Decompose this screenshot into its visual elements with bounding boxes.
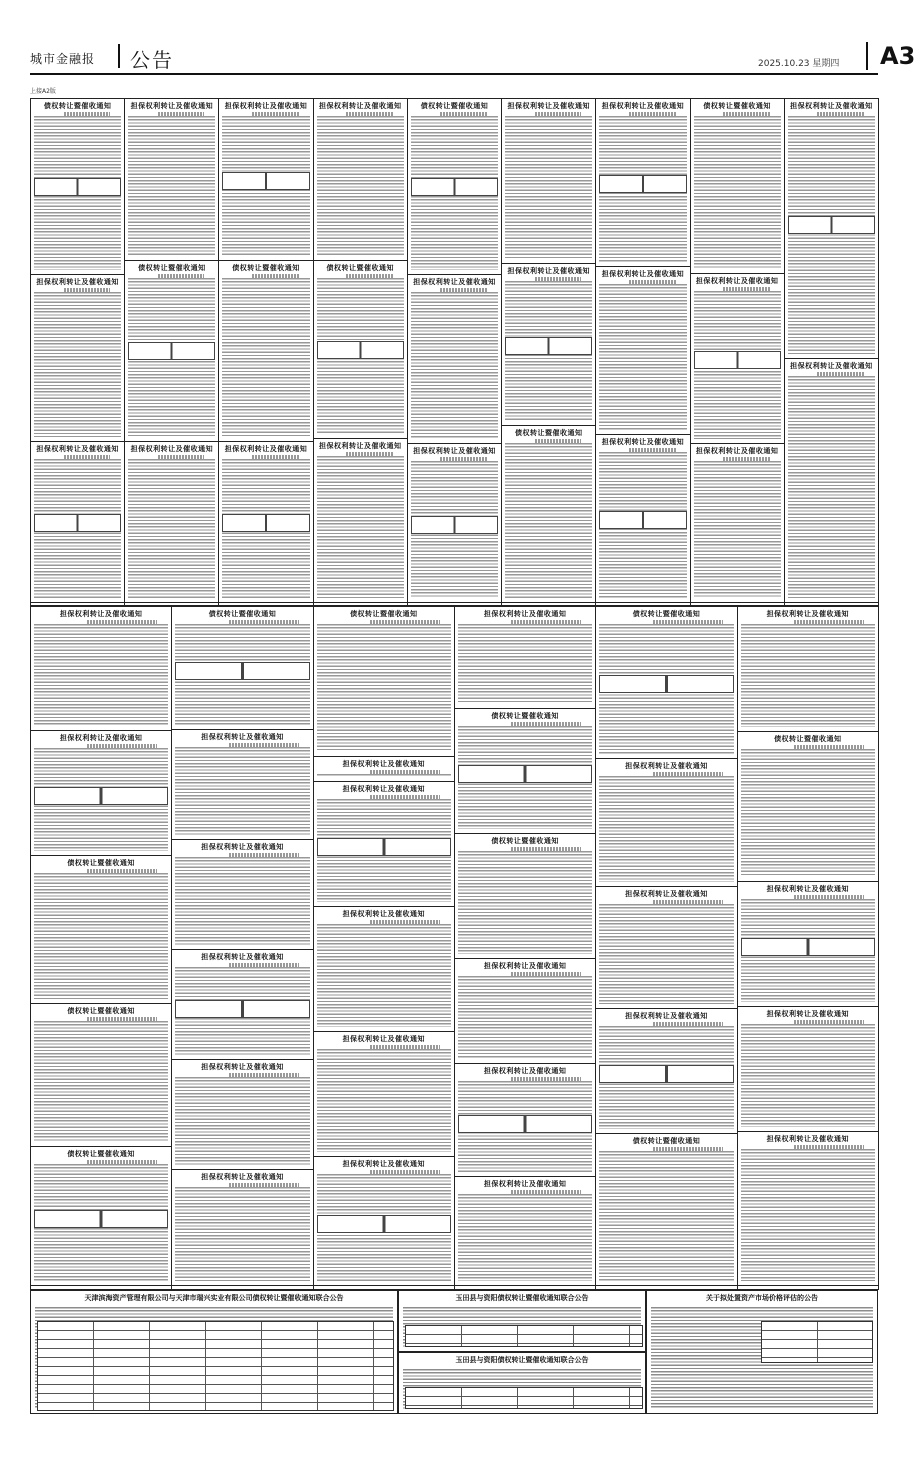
- notice-block: [408, 99, 501, 275]
- notice-title: 担保权利转让及催收通知: [695, 447, 779, 455]
- notice-title: 担保权利转让及催收通知: [59, 610, 143, 618]
- notice-block: [314, 261, 407, 439]
- notice-block: [314, 757, 454, 782]
- notice-body-text: [128, 116, 215, 256]
- notice-title: 债权转让暨催收通知: [632, 610, 701, 618]
- notice-table: [34, 178, 121, 196]
- notice-title: 担保权利转让及催收通知: [342, 785, 426, 793]
- notice-block: [785, 99, 878, 359]
- notice-body-text: [458, 624, 592, 704]
- notice-title: 担保权利转让及催收通知: [201, 1063, 284, 1071]
- notice-body-text: [34, 1021, 168, 1142]
- page-number: A3: [880, 42, 915, 70]
- notice-body-text: [317, 624, 451, 752]
- notice-table: [317, 1215, 451, 1233]
- notice-table: [222, 514, 309, 532]
- notice-title: 债权转让暨催收通知: [326, 264, 395, 272]
- notice-table: [505, 337, 592, 355]
- notice-body-text: [741, 624, 875, 727]
- notice-block: [314, 907, 454, 1032]
- notice-column: [784, 98, 879, 606]
- notice-column: [124, 98, 219, 606]
- notice-body-text: [175, 1077, 309, 1165]
- notice-title: 担保权利转让及催收通知: [790, 102, 873, 110]
- notice-title: 玉田县与资阳债权转让暨催收通知联合公告: [455, 1294, 589, 1302]
- notice-block: [596, 887, 736, 1009]
- notice-title: 担保权利转让及催收通知: [625, 1012, 708, 1020]
- notice-title: 债权转让暨催收通知: [67, 1007, 135, 1015]
- notice-title: 担保权利转让及催收通知: [766, 1010, 850, 1018]
- notice-table: [411, 516, 498, 534]
- notice-title: 担保权利转让及催收通知: [224, 102, 308, 110]
- notice-title: 债权转让暨催收通知: [350, 610, 418, 618]
- notice-title: 债权转让暨催收通知: [43, 102, 112, 110]
- notice-block: [785, 359, 878, 603]
- notice-title: 担保权利转让及催收通知: [483, 1180, 567, 1188]
- notice-body-text: [458, 976, 592, 1059]
- notice-block: [691, 99, 784, 274]
- bottom-notice: [646, 1290, 878, 1414]
- notice-body-text: [317, 774, 451, 777]
- notice-block: [596, 607, 736, 759]
- notice-block: [31, 856, 171, 1004]
- notice-block: [455, 709, 595, 834]
- notice-block: [172, 1170, 312, 1286]
- notice-title: 担保权利转让及催收通知: [625, 762, 708, 770]
- notice-title: 担保权利转让及催收通知: [601, 270, 685, 278]
- notice-column: [454, 606, 596, 1290]
- notice-block: [502, 426, 595, 603]
- notice-body-text: [788, 116, 875, 354]
- notice-block: [172, 950, 312, 1060]
- notice-block: [31, 442, 124, 603]
- notice-title: 担保权利转让及催收通知: [342, 1035, 426, 1043]
- notice-body-text: [317, 456, 404, 598]
- notice-body-text: [505, 116, 592, 259]
- notice-block: [314, 782, 454, 907]
- notice-body-text: [458, 851, 592, 954]
- notice-body-text: [599, 284, 686, 430]
- notice-block: [738, 882, 878, 1007]
- notice-block: [314, 1032, 454, 1157]
- notice-block: [172, 607, 312, 730]
- notice-title: 担保权利转让及催收通知: [483, 962, 567, 970]
- notice-block: [596, 759, 736, 887]
- notice-block: [455, 959, 595, 1064]
- notice-body-text: [317, 1049, 451, 1152]
- notice-title: 债权转让暨催收通知: [774, 735, 842, 743]
- notice-body-text: [175, 1187, 309, 1281]
- notice-block: [219, 99, 312, 261]
- notice-body-text: [34, 624, 168, 726]
- notice-block: [125, 99, 218, 261]
- notice-table: [175, 1000, 309, 1018]
- notice-body-text: [175, 747, 309, 835]
- notice-table: [411, 178, 498, 196]
- notice-block: [408, 444, 501, 603]
- notice-block: [596, 1009, 736, 1134]
- notice-title: 担保权利转让及催收通知: [201, 1173, 284, 1181]
- notice-title: 关于拟处置资产市场价格评估的公告: [706, 1294, 818, 1302]
- notice-title: 担保权利转让及催收通知: [319, 102, 402, 110]
- masthead: [30, 42, 915, 72]
- continue-note: 上接A2版: [30, 88, 56, 95]
- notice-block: [738, 607, 878, 732]
- notice-title: 担保权利转让及催收通知: [625, 890, 708, 898]
- notice-title: 担保权利转让及催收通知: [483, 1067, 567, 1075]
- notice-block: [691, 444, 784, 603]
- notice-column: [595, 606, 737, 1290]
- notice-body-text: [694, 116, 781, 269]
- notice-table: [405, 1325, 643, 1347]
- notice-title: 债权转让暨催收通知: [491, 837, 559, 845]
- notice-table: [405, 1387, 643, 1409]
- notice-title: 担保权利转让及催收通知: [201, 953, 284, 961]
- notice-block: [125, 442, 218, 603]
- notice-title: 债权转让暨催收通知: [632, 1137, 701, 1145]
- notice-title: 债权转让暨催收通知: [138, 264, 206, 272]
- notice-title: 担保权利转让及催收通知: [201, 733, 284, 741]
- notice-title: 担保权利转让及催收通知: [790, 362, 873, 370]
- notice-title: 债权转让暨催收通知: [67, 859, 135, 867]
- notice-title: 债权转让暨催收通知: [232, 264, 300, 272]
- notice-body-text: [694, 461, 781, 598]
- notice-block: [31, 275, 124, 442]
- bottom-notice: [30, 1290, 398, 1414]
- notice-block: [596, 99, 689, 267]
- notice-title: 担保权利转让及催收通知: [766, 610, 850, 618]
- notice-table: [741, 938, 875, 956]
- notice-title: 担保权利转让及催收通知: [342, 760, 426, 768]
- notice-column: [313, 98, 408, 606]
- notice-table: [761, 1321, 873, 1363]
- notice-table: [34, 787, 168, 805]
- notice-table: [37, 1321, 394, 1411]
- notice-block: [455, 1177, 595, 1286]
- notice-column: [737, 606, 879, 1290]
- notice-table: [34, 1210, 168, 1228]
- notice-body-text: [741, 749, 875, 877]
- notice-table: [694, 351, 781, 369]
- notice-title: 担保权利转让及催收通知: [507, 267, 590, 275]
- notice-column: [218, 98, 313, 606]
- notice-table: [599, 175, 686, 193]
- notice-body-text: [505, 443, 592, 598]
- notice-title: 担保权利转让及催收通知: [766, 885, 850, 893]
- notice-table: [317, 341, 404, 359]
- notice-block: [172, 840, 312, 950]
- masthead-rule: [30, 73, 878, 75]
- issue-date: 2025.10.23 星期四: [758, 59, 840, 69]
- notice-table: [458, 765, 592, 783]
- notice-title: 担保权利转让及催收通知: [601, 102, 685, 110]
- notice-body-text: [175, 857, 309, 945]
- masthead-divider: [118, 44, 120, 68]
- notice-title: 担保权利转让及催收通知: [342, 1160, 426, 1168]
- notice-title: 玉田县与资阳债权转让暨催收通知联合公告: [455, 1356, 589, 1364]
- notice-column: [407, 98, 502, 606]
- notice-body-text: [34, 873, 168, 999]
- notice-body-text: [317, 924, 451, 1027]
- notice-block: [738, 1007, 878, 1132]
- notice-body-text: [741, 1024, 875, 1127]
- notice-table: [599, 511, 686, 529]
- notice-block: [596, 435, 689, 603]
- notice-block: [219, 261, 312, 442]
- notice-title: 担保权利转让及催收通知: [413, 447, 496, 455]
- notice-column: [30, 98, 125, 606]
- bottom-notice: [398, 1290, 646, 1352]
- notice-column: [690, 98, 785, 606]
- notice-table: [128, 342, 215, 360]
- notice-title: 担保权利转让及催收通知: [130, 445, 214, 453]
- notice-body-text: [411, 292, 498, 439]
- notice-block: [738, 1132, 878, 1286]
- notice-column: [30, 606, 172, 1290]
- notice-column: [501, 98, 596, 606]
- notice-column: [313, 606, 455, 1290]
- notice-block: [314, 99, 407, 261]
- notice-body-text: [741, 1149, 875, 1281]
- notice-table: [788, 216, 875, 234]
- notice-body-text: [222, 278, 309, 437]
- notice-table: [458, 1115, 592, 1133]
- notice-block: [31, 1147, 171, 1286]
- notice-table: [34, 514, 121, 532]
- notice-block: [172, 1060, 312, 1170]
- notice-title: 债权转让暨催收通知: [703, 102, 771, 110]
- notice-table: [222, 172, 309, 190]
- notice-block: [31, 1004, 171, 1147]
- notice-title: 担保权利转让及催收通知: [766, 1135, 850, 1143]
- notice-block: [738, 732, 878, 882]
- notice-block: [408, 275, 501, 444]
- notice-block: [455, 1064, 595, 1177]
- notice-block: [314, 1157, 454, 1286]
- notice-title: 担保权利转让及催收通知: [224, 445, 308, 453]
- notice-body-text: [599, 904, 733, 1004]
- newspaper-name: 城市金融报: [30, 52, 96, 66]
- notice-column: [595, 98, 690, 606]
- notice-block: [314, 439, 407, 603]
- notice-body-text: [599, 776, 733, 882]
- notice-body-text: [128, 459, 215, 598]
- notice-block: [691, 274, 784, 444]
- notice-title: 债权转让暨催收通知: [208, 610, 277, 618]
- notice-block: [455, 607, 595, 709]
- notice-block: [125, 261, 218, 442]
- notice-title: 担保权利转让及催收通知: [413, 278, 496, 286]
- notice-title: 担保权利转让及催收通知: [130, 102, 214, 110]
- notice-title: 债权转让暨催收通知: [420, 102, 489, 110]
- notice-table: [599, 1065, 733, 1083]
- notice-table: [317, 838, 451, 856]
- notice-body-text: [599, 1151, 733, 1281]
- notice-title: 担保权利转让及催收通知: [59, 734, 143, 742]
- notice-title: 债权转让暨催收通知: [514, 429, 583, 437]
- notice-block: [31, 99, 124, 275]
- notice-title: 债权转让暨催收通知: [67, 1150, 135, 1158]
- notice-block: [455, 834, 595, 959]
- notice-body-text: [317, 116, 404, 256]
- notice-title: 天津滨海资产管理有限公司与天津市瑞兴实业有限公司债权转让暨催收通知联合公告: [84, 1294, 344, 1302]
- notice-block: [172, 730, 312, 840]
- notice-body-text: [458, 1194, 592, 1281]
- notice-title: 担保权利转让及催收通知: [695, 277, 779, 285]
- notice-title: 担保权利转让及催收通知: [483, 610, 567, 618]
- notice-title: 担保权利转让及催收通知: [201, 843, 284, 851]
- notice-column: [171, 606, 313, 1290]
- notice-block: [31, 607, 171, 731]
- notice-title: 债权转让暨催收通知: [491, 712, 559, 720]
- notice-title: 担保权利转让及催收通知: [36, 445, 119, 453]
- notice-table: [599, 675, 733, 693]
- notice-block: [31, 731, 171, 856]
- section-title: 公告: [130, 48, 174, 72]
- bottom-notice: [398, 1352, 646, 1414]
- notice-block: [502, 99, 595, 264]
- notice-body-text: [788, 376, 875, 598]
- notice-body-text: [34, 292, 121, 437]
- notice-block: [502, 264, 595, 426]
- notice-title: 担保权利转让及催收通知: [342, 910, 426, 918]
- notice-block: [596, 1134, 736, 1286]
- notice-title: 担保权利转让及催收通知: [36, 278, 119, 286]
- notice-block: [314, 607, 454, 757]
- notice-title: 担保权利转让及催收通知: [507, 102, 590, 110]
- notice-table: [175, 662, 309, 680]
- notice-block: [219, 442, 312, 603]
- notice-title: 担保权利转让及催收通知: [319, 442, 402, 450]
- notice-title: 担保权利转让及催收通知: [601, 438, 685, 446]
- notice-block: [596, 267, 689, 435]
